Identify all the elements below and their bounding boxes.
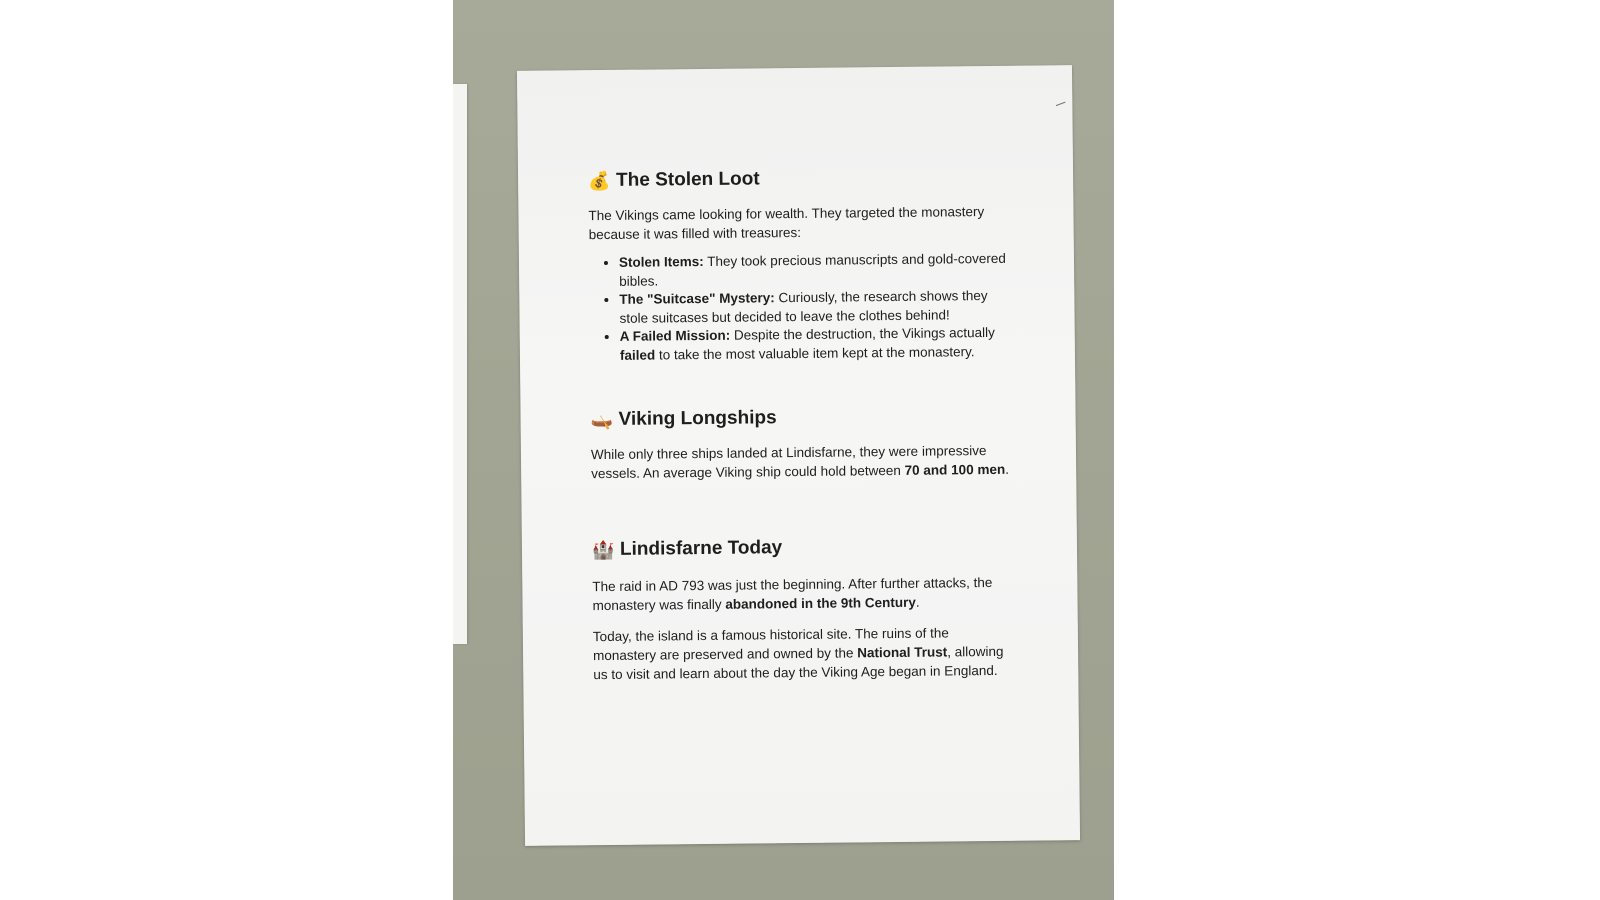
list-item: • A Failed Mission: Despite the destruction, the Vikings actually failed to take the most valuable item kept at the monastery.	[620, 324, 1010, 365]
section-stolen-loot	[588, 166, 1010, 365]
heading-text: Viking Longships	[618, 407, 777, 430]
section-heading	[588, 166, 1008, 192]
section-heading	[591, 405, 1011, 431]
money-bag-icon: 💰	[588, 170, 611, 191]
section-heading	[592, 535, 1012, 561]
heading-text: The Stolen Loot	[615, 168, 760, 191]
heading-text: Lindisfarne Today	[619, 537, 783, 560]
section-lindisfarne-today	[592, 535, 1013, 684]
section-viking-longships	[591, 405, 1012, 483]
canoe-icon: 🛶	[590, 409, 614, 430]
castle-icon: 🏰	[591, 539, 615, 560]
photo-background	[453, 0, 1114, 900]
list-item: • Stolen Items: They took precious manuscripts and gold-covered bibles.	[619, 250, 1009, 291]
sheet-content	[588, 166, 1013, 684]
loot-list	[589, 250, 1010, 365]
adjacent-paper-edge	[453, 84, 467, 644]
printed-sheet	[517, 65, 1080, 846]
section-paragraph: The raid in AD 793 was just the beginning. After further attacks, the monastery was finally abandoned in the 9th Century.	[592, 574, 993, 614]
section-paragraph: While only three ships landed at Lindisfarne, they were impressive vessels. An average Viking ship could hold between 70 and 100 men.	[590, 443, 1010, 482]
list-item: • The "Suitcase" Mystery: Curiously, the research shows they stole suitcases but decided to leave the clothes behind!	[619, 287, 1009, 328]
section-intro: The Vikings came looking for wealth. They targeted the monastery because it was filled with treasures:	[588, 204, 985, 243]
section-paragraph: Today, the island is a famous historical site. The ruins of the monastery are preserved and owned by the National Trust, allowing us to visit and learn about the day the Viking Age began in England.	[592, 625, 1004, 683]
pencil-mark	[1056, 102, 1067, 110]
